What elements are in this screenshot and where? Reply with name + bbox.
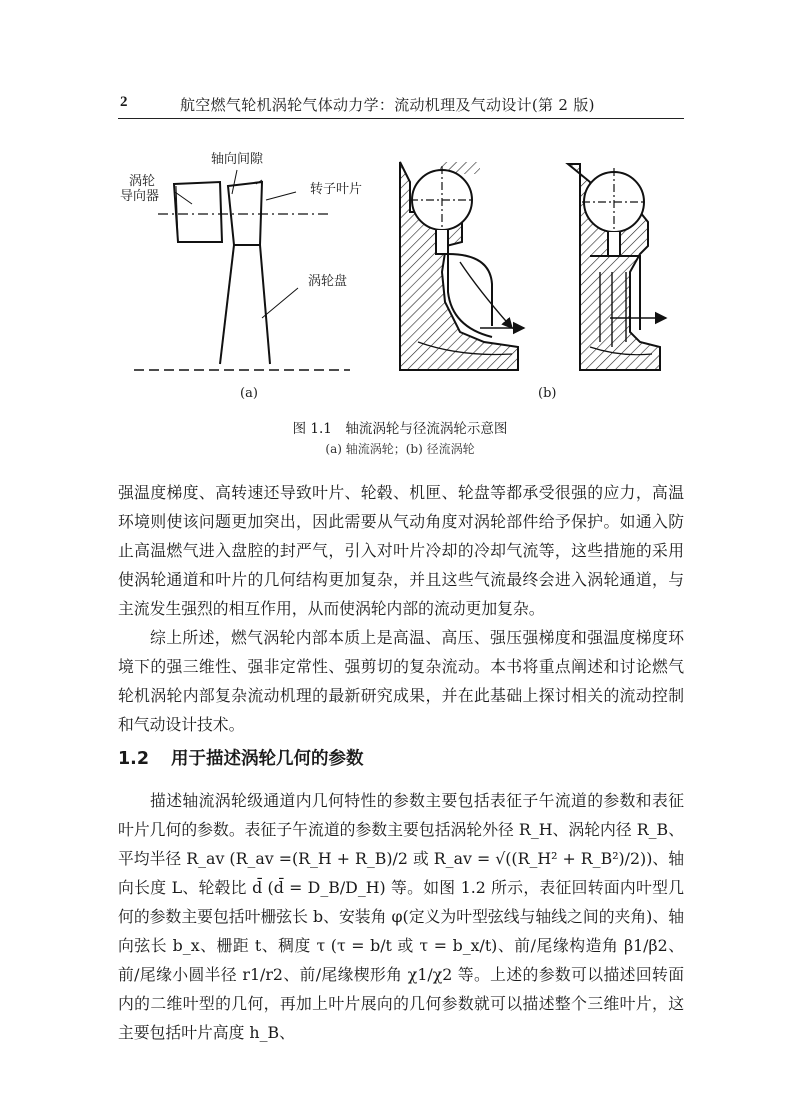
page-header <box>118 94 684 119</box>
subfig-label-a: (a) <box>240 386 258 401</box>
radial-turbine-drawing-right <box>568 164 666 370</box>
label-guide-vane-2: 导向器 <box>120 189 160 204</box>
axial-turbine-drawing <box>134 170 350 370</box>
body-block-1 <box>118 478 684 739</box>
paragraph-3: 描述轴流涡轮级通道内几何特性的参数主要包括表征子午流道的参数和表征叶片几何的参数。表征子午流道的参数主要包括涡轮外径 R_H、涡轮内径 R_B、平均半径 R_av (R_av =(R_H + R_B)/2 或 R_av = √((R_H² + R_B²)/2))、轴向长度 L、轮毂比 d̄ (d̄ = D_B/D_H) 等。如图 1.2 所示，表征回转面内叶型几何的参数主要包括叶栅弦长 b、安装角 φ(定义为叶型弦线与轴线之间的夹角)、轴向弦长 b_x、栅距 t、稠度 τ (τ = b/t 或 τ = b_x/t)、前/尾缘构造角 β1/β2、前/尾缘小圆半径 r1/r2、前/尾缘楔形角 χ1/χ2 等。上述的参数可以描述回转面内的二维叶型的几何，再加上叶片展向的几何参数就可以描述整个三维叶片，这主要包括叶片高度 h_B、 <box>118 791 684 1042</box>
body-block-2 <box>118 786 684 1047</box>
figure-subcaption: (a) 轴流涡轮；(b) 径流涡轮 <box>325 442 475 456</box>
section-heading <box>118 745 364 770</box>
label-rotor-blade: 转子叶片 <box>310 182 363 197</box>
paragraph-1: 强温度梯度、高转速还导致叶片、轮毂、机匣、轮盘等都承受很强的应力，高温环境则使该问题更加突出，因此需要从气动角度对涡轮部件给予保护。如通入防止高温燃气进入盘腔的封严气，引入对叶片冷却的冷却气流等，这些措施的采用使涡轮通道和叶片的几何结构更加复杂，并且这些气流最终会进入涡轮通道，与主流发生强烈的相互作用，从而使涡轮内部的流动更加复杂。 <box>118 483 684 618</box>
label-disk: 涡轮盘 <box>308 274 348 289</box>
label-axial-gap: 轴向间隙 <box>211 152 264 167</box>
paragraph-2: 综上所述，燃气涡轮内部本质上是高温、高压、强压强梯度和强温度梯度环境下的强三维性、强非定常性、强剪切的复杂流动。本书将重点阐述和讨论燃气轮机涡轮内部复杂流动机理的最新研究成果，并在此基础上探讨相关的流动控制和气动设计技术。 <box>118 628 684 734</box>
radial-turbine-drawing-left <box>400 162 524 370</box>
subfig-label-b: (b) <box>538 386 557 401</box>
turbine-schematic <box>100 142 700 404</box>
figure-caption: 图 1.1 轴流涡轮与径流涡轮示意图 <box>292 421 508 437</box>
section-number: 1.2 <box>118 749 150 769</box>
running-title: 航空燃气轮机涡轮气体动力学：流动机理及气动设计(第 2 版) <box>180 96 595 114</box>
label-guide-vane-1: 涡轮 <box>129 174 156 189</box>
page-number: 2 <box>120 94 128 110</box>
figure-1-1 <box>100 142 700 404</box>
section-title: 用于描述涡轮几何的参数 <box>171 749 364 769</box>
